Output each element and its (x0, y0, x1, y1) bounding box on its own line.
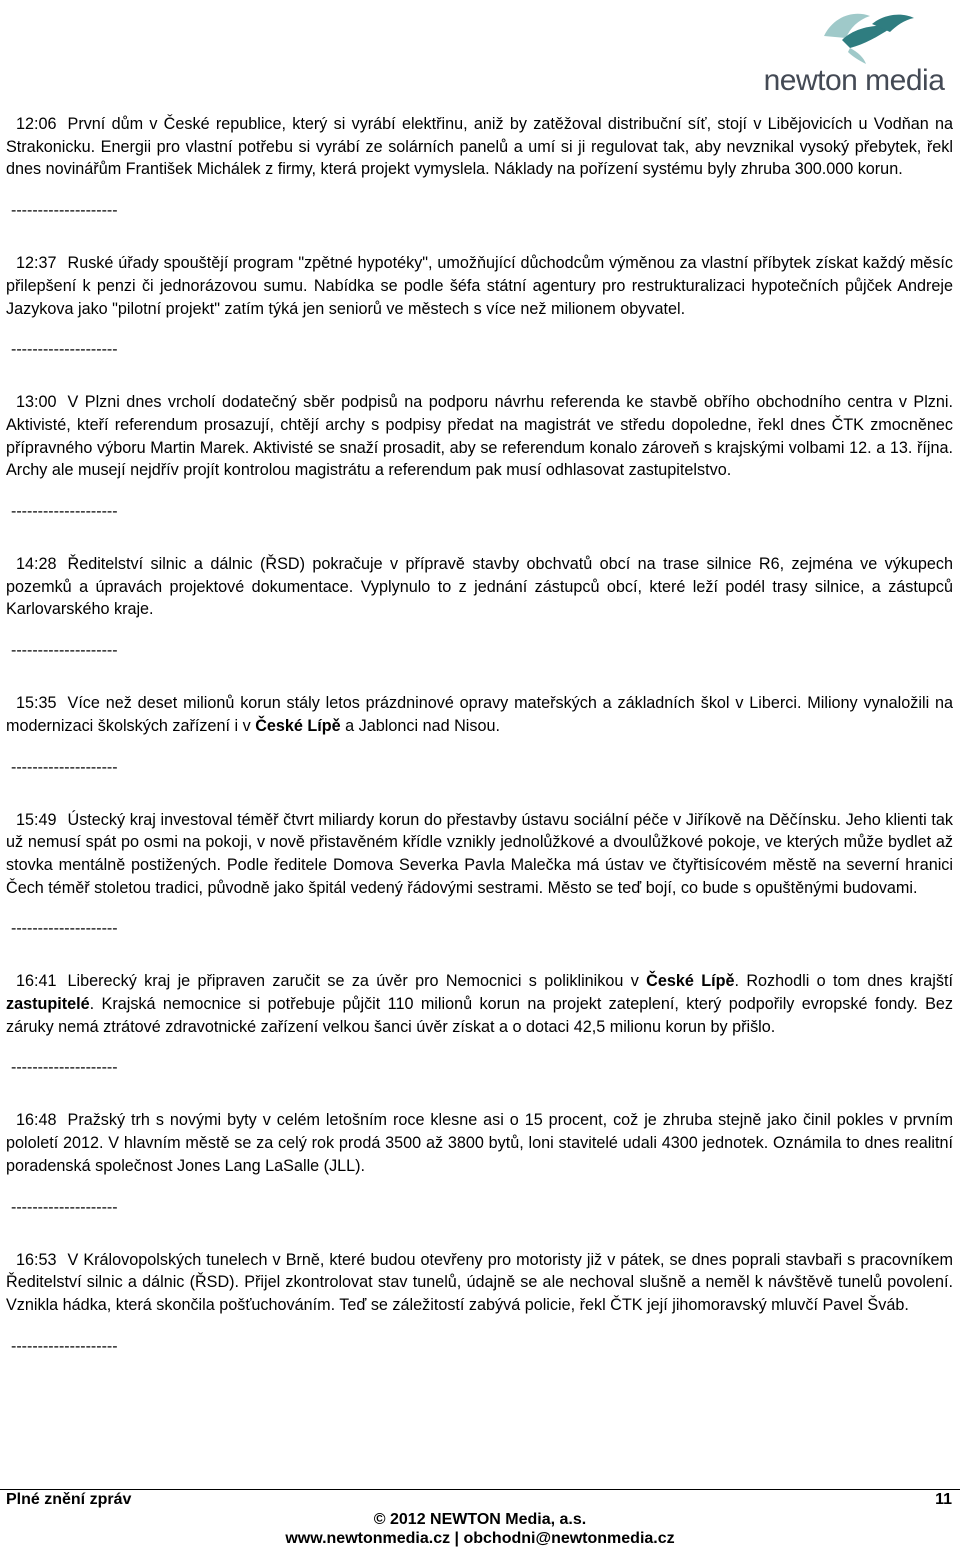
footer-copyright: © 2012 NEWTON Media, a.s. (373, 1511, 587, 1528)
item-separator: -------------------- (11, 758, 118, 776)
item-separator: -------------------- (11, 202, 118, 220)
news-text: Ústecký kraj investoval téměř čtvrt miliardy korun do přestavby ústavu sociální péče v Jiříkově na Děčínsku. Jeho klienti tak už nemusí spát po osmi na pokoji, v nově přistavěném křídle vznikly jednolůžkové a dvoulůžkové pokoje, ve kterých může bydlet až stovka mentálně postižených. Podle ředitele Domova Severka Pavla Malečka má ústav ve čtyřtisícovém městě na severní hranici Čech téměř stoletou tradici, původně jako špitál vedený řádovými sestrami. Město se teď bojí, co bude s opuštěnými budovami. (6, 810, 953, 897)
news-text: Liberecký kraj je připraven zaručit se za úvěr pro Nemocnici s poliklinikou v (67, 972, 647, 991)
news-item (6, 113, 953, 181)
news-time: 12:06 (16, 115, 57, 133)
news-text: . Krajská nemocnice si potřebuje půjčit 110 milionů korun na projekt zateplení, který podpořily evropské fondy. Bez záruky nemá ztrátové zdravotnické zařízení velkou šanci úvěr získat a o dotaci 42,5 milionu korun by přišlo. (6, 995, 953, 1036)
item-separator: -------------------- (11, 1059, 118, 1077)
item-separator: -------------------- (11, 642, 118, 660)
bird-logo-icon (754, 6, 954, 66)
news-highlight: zastupitelé (6, 995, 90, 1014)
item-separator: -------------------- (11, 1337, 118, 1355)
news-content (6, 113, 953, 1388)
news-text: . Rozhodli o tom dnes krajští (734, 972, 953, 991)
news-item (6, 809, 953, 900)
news-time: 14:28 (16, 555, 57, 574)
news-time: 13:00 (16, 393, 57, 412)
news-item (6, 391, 953, 482)
footer-title: Plné znění zpráv (6, 1491, 132, 1508)
news-item (6, 1249, 953, 1317)
news-time: 16:53 (16, 1250, 57, 1269)
footer-contact-block (0, 1510, 960, 1548)
news-text: V Královopolských tunelech v Brně, které budou otevřeny pro motoristy již v pátek, se dnes poprali stavbaři s pracovníkem Ředitelství silnic a dálnic (ŘSD). Přijel zkontrolovat stav tunelů, údajně se ale nechoval slušně a neměl k návštěvě tunelů povolení. Vznikla hádka, která skončila pošťuchováním. Teď se záležitostí zabývá policie, řekl ČTK její jihomoravský mluvčí Pavel Šváb. (6, 1250, 953, 1314)
news-text: a Jablonci nad Nisou. (340, 716, 500, 735)
news-text: Pražský trh s novými byty v celém letošním roce klesne asi o 15 procent, což je zhruba stejně jako činil pokles v prvním pololetí 2012. V hlavním městě se za celý rok prodá 3500 až 3800 bytů, loni stavitelé udali 4300 jednotek. Oznámila to dnes realitní poradenská společnost Jones Lang LaSalle (JLL). (6, 1111, 953, 1175)
footer-contact: www.newtonmedia.cz | obchodni@newtonmedia.cz (285, 1530, 675, 1547)
news-item (6, 553, 953, 621)
news-time: 15:49 (16, 810, 57, 829)
news-item (6, 1109, 953, 1177)
news-text: V Plzni dnes vrcholí dodatečný sběr podpisů na podporu návrhu referenda ke stavbě obřího obchodního centra v Plzni. Aktivisté, kteří referendum prosazují, chtějí archy s podpisy předat na magistrát ve středu dopoledne, řekl dnes ČTK zmocněnec přípravného výboru Martin Marek. Aktivisté se snaží prosadit, aby se referendum konalo zároveň s krajskými volbami 12. a 13. října. Archy ale musejí nejdřív projít kontrolou magistrátu a referendum pak musí odhlasovat zastupitelstvo. (6, 393, 953, 480)
news-text: První dům v České republice, který si vyrábí elektřinu, aniž by zatěžoval distribuční síť, stojí v Libějovicích u Vodňan na Strakonicku. Energii pro vlastní potřebu si vyrábí ze solárních panelů a umí si ji regulovat tak, aby nevznikal vysoký přebytek, řekl dnes novinářům František Michálek z firmy, která projekt vymyslela. Náklady na pořízení systému byly zhruba 300.000 korun. (6, 115, 953, 179)
item-separator: -------------------- (11, 341, 118, 359)
news-time: 16:48 (16, 1111, 57, 1130)
news-item (6, 252, 953, 320)
news-text: Ředitelství silnic a dálnic (ŘSD) pokračuje v přípravě stavby obchvatů obcí na trase silnice R6, zejména ve výkupech pozemků a úpravách projektové dokumentace. Vyplynulo to z jednání zástupců obcí, které leží podél trasy silnice, a zástupců Karlovarského kraje. (6, 555, 953, 619)
footer-divider (0, 1489, 960, 1490)
news-highlight: České Lípě (255, 716, 341, 735)
news-highlight: České Lípě (646, 972, 735, 991)
newton-media-logo (754, 6, 954, 98)
news-text: Ruské úřady spouštějí program "zpětné hypotéky", umožňující důchodcům výměnou za vlastní příbytek získat každý měsíc přilepšení k penzi či jednorázovou sumu. Nabídka se podle šéfa státní agentury pro restrukturalizaci hypotečních půjček Andreje Jazykova jako "pilotní projekt" zatím týká jen seniorů ve městech s více než milionem obyvatel. (6, 254, 953, 318)
item-separator: -------------------- (11, 1198, 118, 1216)
news-time: 15:35 (16, 694, 57, 713)
item-separator: -------------------- (11, 920, 118, 938)
item-separator: -------------------- (11, 503, 118, 521)
page-number: 11 (935, 1491, 952, 1508)
news-item (6, 692, 953, 737)
news-text: Více než deset milionů korun stály letos prázdninové opravy mateřských a základních škol v Liberci. Miliony vynaložili na modernizaci školských zařízení i v (6, 694, 953, 735)
logo-text: newton media (763, 64, 945, 97)
news-time: 12:37 (16, 254, 57, 273)
news-time: 16:41 (16, 972, 57, 991)
news-item (6, 970, 953, 1038)
